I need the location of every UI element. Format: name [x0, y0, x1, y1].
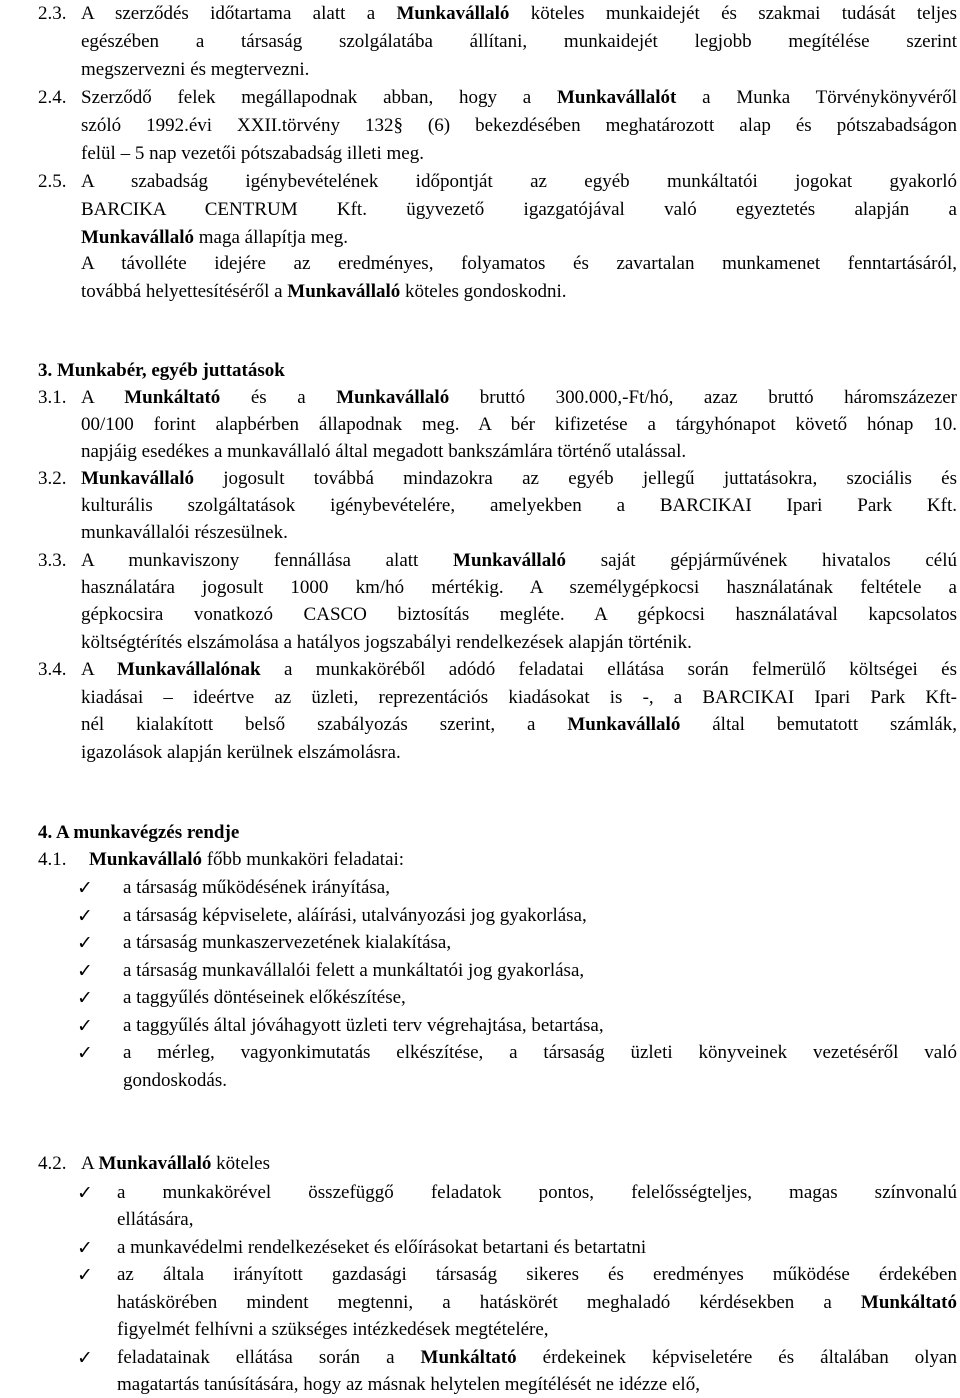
list-item: a taggyűlés döntéseinek előkészítése,: [123, 987, 406, 1008]
check-icon: ✓: [77, 960, 93, 982]
list-item-continuation: magatartás tanúsítására, hogy az másnak helytelen megítélését ne idézze elő,: [117, 1374, 700, 1395]
list-item: az általa irányított gazdasági társaság sikeres és eredményes működése érdekében: [117, 1264, 957, 1285]
paragraph-line: igazolások alapján kerülnek elszámolásra.: [81, 742, 401, 763]
section-number: 4.1.: [38, 849, 67, 870]
check-icon: ✓: [77, 1347, 93, 1369]
list-item: a társaság munkaszervezetének kialakítása,: [123, 932, 452, 953]
check-icon: ✓: [77, 1182, 93, 1204]
section-heading: 3. Munkabér, egyéb juttatások: [38, 360, 285, 381]
check-icon: ✓: [77, 1015, 93, 1037]
paragraph-line: költségtérítés elszámolása a hatályos jogszabályi rendelkezések alapján történik.: [81, 632, 692, 653]
list-item: a társaság működésének irányítása,: [123, 877, 390, 898]
section-number: 3.4.: [38, 659, 67, 680]
section-number: 3.3.: [38, 550, 67, 571]
list-item: a társaság képviselete, aláírási, utalványozási jog gyakorlása,: [123, 905, 587, 926]
paragraph-line: kulturális szolgáltatások igénybevételére, amelyekben a BARCIKAI Ipari Park Kft.: [81, 495, 957, 516]
paragraph-line: szóló 1992.évi XXII.törvény 132§ (6) bekezdésében meghatározott alap és pótszabadságon: [81, 115, 957, 136]
section-number: 4.2.: [38, 1153, 67, 1174]
section-number: 2.4.: [38, 87, 67, 108]
paragraph-line: A Munkavállalónak a munkaköréből adódó feladatai ellátása során felmerülő költségei és: [81, 659, 957, 680]
section-number: 3.1.: [38, 387, 67, 408]
paragraph-line: felül – 5 nap vezetői pótszabadság illeti meg.: [81, 143, 424, 164]
paragraph-line: A távolléte idejére az eredményes, folyamatos és zavartalan munkamenet fenntartásáról,: [81, 253, 957, 274]
section-number: 3.2.: [38, 468, 67, 489]
paragraph-line: kiadásai – ideértve az üzleti, reprezentációs kiadásokat is -, a BARCIKAI Ipari Park Kft-: [81, 687, 957, 708]
check-icon: ✓: [77, 1237, 93, 1259]
paragraph-line: A szerződés időtartama alatt a Munkavállaló köteles munkaidejét és szakmai tudását teljes: [81, 3, 957, 24]
paragraph-line: BARCIKA CENTRUM Kft. ügyvezető igazgatójával való egyeztetés alapján a: [81, 199, 957, 220]
section-number: 2.5.: [38, 171, 67, 192]
list-item: a mérleg, vagyonkimutatás elkészítése, a társaság üzleti könyveinek vezetéséről való: [123, 1042, 957, 1063]
list-item: a munkakörével összefüggő feladatok pontos, felelősségteljes, magas színvonalú: [117, 1182, 957, 1203]
list-item-continuation: gondoskodás.: [123, 1070, 227, 1091]
paragraph-line: A szabadság igénybevételének időpontját az egyéb munkáltatói jogokat gyakorló: [81, 171, 957, 192]
list-item-continuation: ellátására,: [117, 1209, 194, 1230]
section-heading: 4. A munkavégzés rendje: [38, 822, 240, 843]
list-item: a társaság munkavállalói felett a munkáltatói jog gyakorlása,: [123, 960, 585, 981]
paragraph-line: egészében a társaság szolgálatába állítani, munkaidejét legjobb megítélése szerint: [81, 31, 957, 52]
list-item: feladatainak ellátása során a Munkáltató érdekeinek képviseletére és általában olyan: [117, 1347, 957, 1368]
paragraph-line: Szerződő felek megállapodnak abban, hogy a Munkavállalót a Munka Törvénykönyvéről: [81, 87, 957, 108]
paragraph-line: megszervezni és megtervezni.: [81, 59, 310, 80]
check-icon: ✓: [77, 1042, 93, 1064]
check-icon: ✓: [77, 877, 93, 899]
paragraph-line: továbbá helyettesítéséről a Munkavállaló köteles gondoskodni.: [81, 281, 567, 302]
paragraph-line: A Munkáltató és a Munkavállaló bruttó 300.000,-Ft/hó, azaz bruttó háromszázezer: [81, 387, 957, 408]
paragraph-line: Munkavállaló jogosult továbbá mindazokra az egyéb jellegű juttatásokra, szociális és: [81, 468, 957, 489]
list-item-continuation: hatáskörében mindent megtenni, a hatáskörét meghaladó kérdésekben a Munkáltató: [117, 1292, 957, 1313]
check-icon: ✓: [77, 1264, 93, 1286]
paragraph-line: munkavállalói részesülnek.: [81, 522, 288, 543]
paragraph-line: Munkavállaló maga állapítja meg.: [81, 227, 349, 248]
check-icon: ✓: [77, 905, 93, 927]
list-item: a taggyűlés által jóváhagyott üzleti terv végrehajtása, betartása,: [123, 1015, 604, 1036]
paragraph-line: A munkaviszony fennállása alatt Munkavállaló saját gépjárművének hivatalos célú: [81, 550, 957, 571]
paragraph-line: napjáig esedékes a munkavállaló által megadott bankszámlára történő utalással.: [81, 441, 687, 462]
paragraph-line: gépkocsira vonatkozó CASCO biztosítás megléte. A gépkocsi használatával kapcsolatos: [81, 604, 957, 625]
section-number: 2.3.: [38, 3, 67, 24]
paragraph-line: A Munkavállaló köteles: [81, 1153, 270, 1174]
check-icon: ✓: [77, 932, 93, 954]
check-icon: ✓: [77, 987, 93, 1009]
paragraph-line: Munkavállaló főbb munkaköri feladatai:: [89, 849, 405, 870]
list-item: a munkavédelmi rendelkezéseket és előírásokat betartani és betartatni: [117, 1237, 647, 1258]
paragraph-line: nél kialakított belső szabályozás szerint, a Munkavállaló által bemutatott számlák,: [81, 714, 958, 735]
paragraph-line: 00/100 forint alapbérben állapodnak meg. A bér kifizetése a tárgyhónapot követő hónap 10.: [81, 414, 957, 435]
list-item-continuation: figyelmét felhívni a szükséges intézkedések megtételére,: [117, 1319, 549, 1340]
paragraph-line: használatára jogosult 1000 km/hó mértékig. A személygépkocsi használatának feltétele a: [81, 577, 957, 598]
